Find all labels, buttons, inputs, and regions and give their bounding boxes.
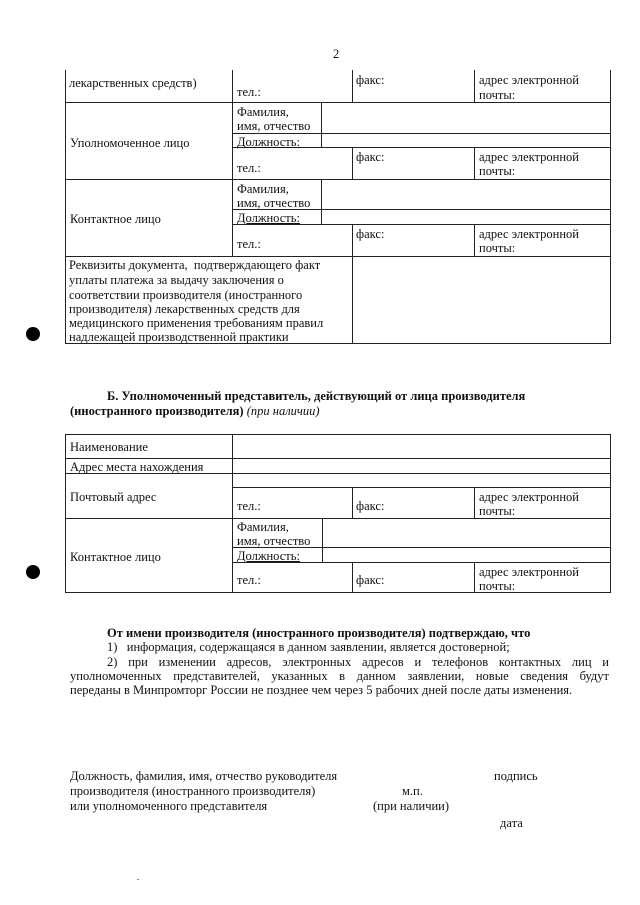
rep-contact-fio-label-1: Фамилия, (237, 520, 289, 534)
rep-postal-email-label-1: адрес электронной (479, 490, 579, 504)
punch-hole-top (26, 327, 40, 341)
requisites-line-1: Реквизиты документа, подтверждающего факт (69, 258, 321, 272)
confirmation-item-1: 1) информация, содержащаяся в данном заявлении, является достоверной; (107, 640, 510, 654)
drugs-email-label-2: почты: (479, 88, 516, 102)
section-b-heading-1: Б. Уполномоченный представитель, действующий от лица производителя (107, 389, 526, 403)
contact-fio-label-1: Фамилия, (237, 182, 289, 196)
section-b-heading-2 (70, 404, 320, 418)
signature-line-3: или уполномоченного представителя (70, 799, 268, 813)
authorized-person-label: Уполномоченное лицо (70, 136, 190, 150)
scan-speck (137, 879, 139, 880)
requisites-line-3: соответствии производителя (иностранного (69, 288, 303, 302)
rep-address-label: Адрес места нахождения (70, 460, 204, 474)
signature-line-1: Должность, фамилия, имя, отчество руководителя (70, 769, 338, 783)
requisites-line-4: производителя) лекарственных средств для (69, 302, 300, 316)
authorized-fax-label: факс: (356, 150, 385, 164)
drugs-fax-label: факс: (356, 73, 385, 87)
section-b-heading-2-text: (иностранного производителя) (70, 404, 244, 418)
rep-postal-email-label-2: почты: (479, 504, 516, 518)
authorized-email-label-2: почты: (479, 164, 516, 178)
rep-contact-fax-label: факс: (356, 573, 385, 587)
confirmation-item-2-line-2: уполномоченных представителей, указанных в данном заявлении, новые сведения будут (70, 669, 609, 683)
punch-hole-bottom (26, 565, 40, 579)
contact-email-label-2: почты: (479, 241, 516, 255)
signature-label: подпись (494, 769, 538, 783)
contact-email-label-1: адрес электронной (479, 227, 579, 241)
stamp-note: (при наличии) (373, 799, 450, 813)
contact-person-label: Контактное лицо (70, 212, 161, 226)
rep-contact-fio-label-2: имя, отчество (237, 534, 311, 548)
authorized-phone-label: тел.: (237, 161, 261, 175)
stamp-label: м.п. (402, 784, 423, 798)
requisites-line-6: надлежащей производственной практики (69, 330, 289, 344)
rep-contact-position-label: Должность: (237, 549, 300, 563)
confirmation-item-2-line-3: переданы в Минпромторг России не позднее чем через 5 рабочих дней после даты изменения. (70, 683, 573, 697)
signature-line-2: производителя (иностранного производителя) (70, 784, 316, 798)
contact-phone-label: тел.: (237, 237, 261, 251)
drugs-phone-label: тел.: (237, 85, 261, 99)
confirmation-item-2-line-1: 2) при изменении адресов, электронных адресов и телефонов контактных лиц и (107, 655, 609, 669)
authorized-fio-label-2: имя, отчество (237, 119, 311, 133)
rep-contact-email-label-2: почты: (479, 579, 516, 593)
rep-postal-label: Почтовый адрес (70, 490, 157, 504)
authorized-fio-label-1: Фамилия, (237, 105, 289, 119)
rep-postal-phone-label: тел.: (237, 499, 261, 513)
page-number: 2 (333, 47, 340, 61)
requisites-line-2: уплаты платежа за выдачу заключения о (69, 273, 284, 287)
contact-fax-label: факс: (356, 227, 385, 241)
rep-contact-phone-label: тел.: (237, 573, 261, 587)
contact-fio-label-2: имя, отчество (237, 196, 311, 210)
authorized-email-label-1: адрес электронной (479, 150, 579, 164)
authorized-position-label: Должность: (237, 135, 300, 149)
drugs-email-label-1: адрес электронной (479, 73, 579, 87)
rep-name-label: Наименование (70, 440, 148, 454)
requisites-line-5: медицинского применения требованиям правил (69, 316, 324, 330)
rep-contact-email-label-1: адрес электронной (479, 565, 579, 579)
rep-contact-person-label: Контактное лицо (70, 550, 161, 564)
drugs-cell-text: лекарственных средств) (69, 76, 197, 90)
contact-position-label: Должность: (237, 211, 300, 225)
rep-postal-fax-label: факс: (356, 499, 385, 513)
confirmation-heading: От имени производителя (иностранного производителя) подтверждаю, что (107, 626, 531, 640)
section-b-heading-note: (при наличии) (243, 404, 320, 418)
date-label: дата (500, 816, 523, 830)
